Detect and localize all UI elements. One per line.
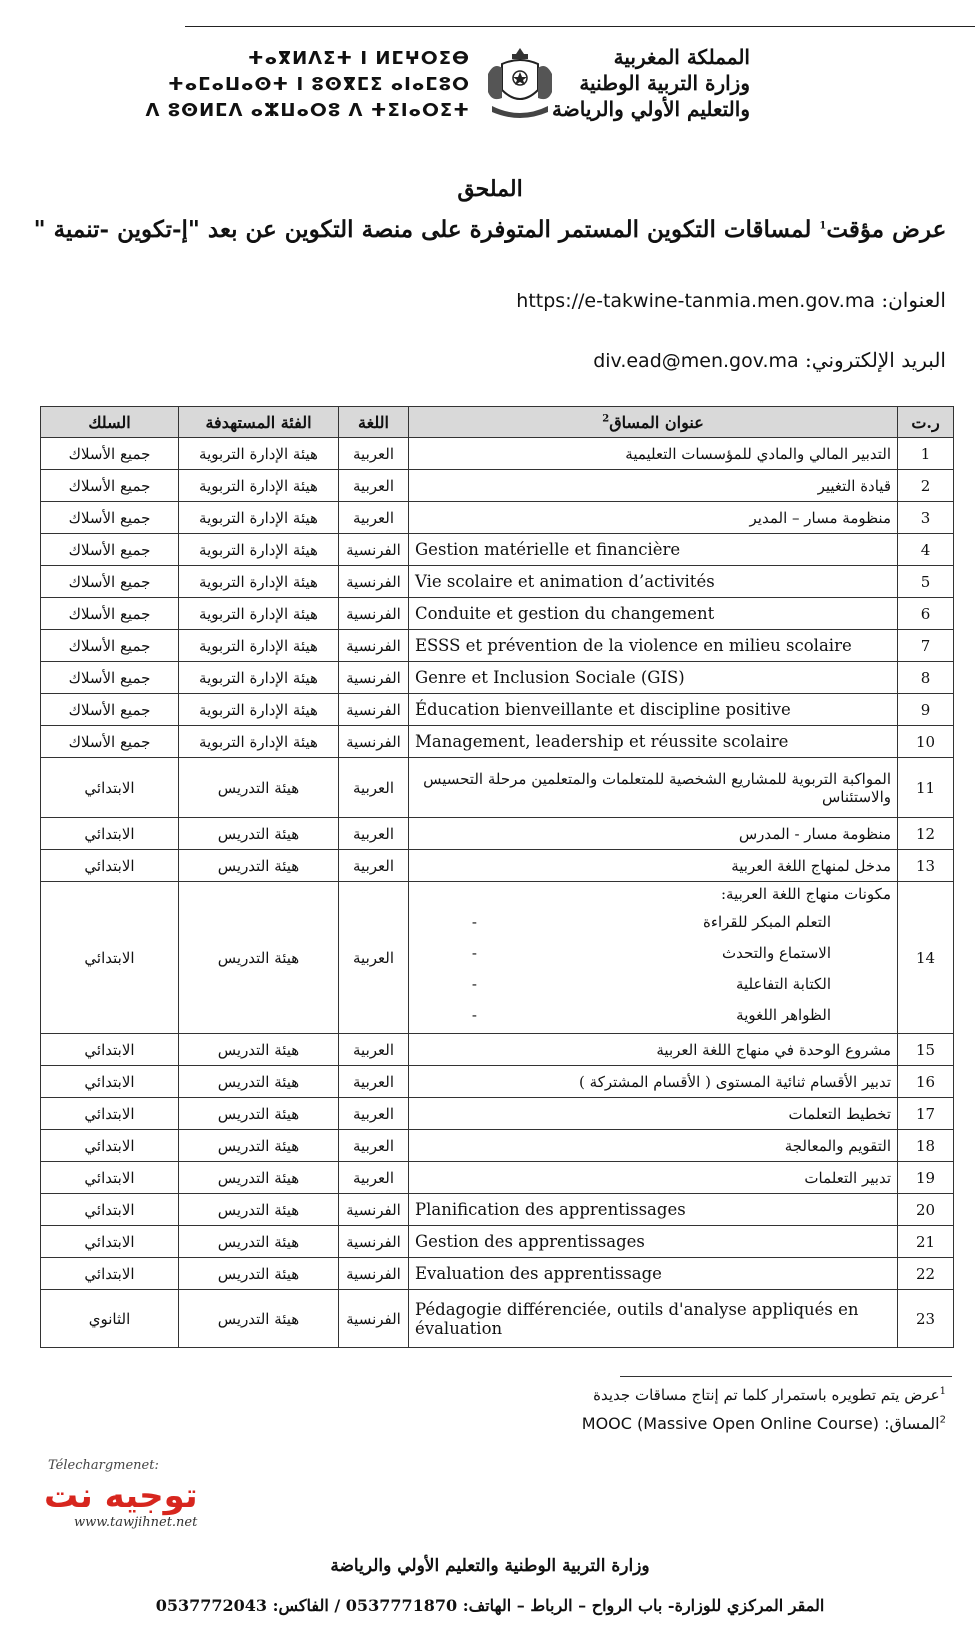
course-language: العربية <box>339 1098 409 1130</box>
row-number: 8 <box>898 662 954 694</box>
course-title: التدبير المالي والمادي للمؤسسات التعليمية <box>409 438 898 470</box>
footnote-1 <box>593 1386 946 1404</box>
course-title: منظومة مسار – المدير <box>409 502 898 534</box>
row-number: 6 <box>898 598 954 630</box>
school-cycle: جميع الأسلاك <box>41 566 179 598</box>
table-row <box>41 818 954 850</box>
school-cycle: الابتدائي <box>41 1098 179 1130</box>
courses-table <box>40 406 954 1348</box>
course-title: Pédagogie différenciée, outils d'analyse appliqués en évaluation <box>409 1290 898 1348</box>
target-group: هيئة الإدارة التربوية <box>179 566 339 598</box>
target-group: هيئة الإدارة التربوية <box>179 726 339 758</box>
course-title: Éducation bienveillante et discipline positive <box>409 694 898 726</box>
school-cycle: الابتدائي <box>41 1130 179 1162</box>
course-language: الفرنسية <box>339 1258 409 1290</box>
footnote-ref: 2 <box>602 413 610 425</box>
row-number: 21 <box>898 1226 954 1258</box>
school-cycle: جميع الأسلاك <box>41 534 179 566</box>
row-number: 5 <box>898 566 954 598</box>
school-cycle: الابتدائي <box>41 1034 179 1066</box>
course-language: العربية <box>339 1130 409 1162</box>
school-cycle: الابتدائي <box>41 1162 179 1194</box>
row-number: 14 <box>898 882 954 1034</box>
target-group: هيئة التدريس <box>179 1162 339 1194</box>
top-rule <box>185 26 975 27</box>
row-number: 20 <box>898 1194 954 1226</box>
footnote-rule <box>620 1376 952 1377</box>
watermark-logo: توجيه نت <box>44 1476 198 1516</box>
table-row <box>41 1258 954 1290</box>
course-language: الفرنسية <box>339 598 409 630</box>
row-number: 7 <box>898 630 954 662</box>
course-subitem: - الكتابة التفاعلية <box>415 969 831 1000</box>
table-row <box>41 662 954 694</box>
header-title <box>409 407 898 438</box>
course-language: الفرنسية <box>339 1290 409 1348</box>
course-language: العربية <box>339 502 409 534</box>
table-row <box>41 1194 954 1226</box>
course-language: العربية <box>339 850 409 882</box>
target-group: هيئة الإدارة التربوية <box>179 662 339 694</box>
row-number: 3 <box>898 502 954 534</box>
address-link[interactable]: https://e-takwine-tanmia.men.gov.ma <box>516 290 875 312</box>
table-row <box>41 694 954 726</box>
target-group: هيئة الإدارة التربوية <box>179 694 339 726</box>
table-row <box>41 850 954 882</box>
course-title: Evaluation des apprentissage <box>409 1258 898 1290</box>
course-title: Planification des apprentissages <box>409 1194 898 1226</box>
course-title: التقويم والمعالجة <box>409 1130 898 1162</box>
school-cycle: جميع الأسلاك <box>41 726 179 758</box>
table-row <box>41 726 954 758</box>
school-cycle: الابتدائي <box>41 818 179 850</box>
school-cycle: جميع الأسلاك <box>41 470 179 502</box>
row-number: 1 <box>898 438 954 470</box>
table-row <box>41 502 954 534</box>
target-group: هيئة الإدارة التربوية <box>179 470 339 502</box>
row-number: 9 <box>898 694 954 726</box>
school-cycle: جميع الأسلاك <box>41 502 179 534</box>
table-row <box>41 758 954 818</box>
table-row <box>41 630 954 662</box>
document-title <box>0 216 980 243</box>
row-number: 10 <box>898 726 954 758</box>
course-title-text: مكونات منهاج اللغة العربية: <box>721 884 891 903</box>
school-cycle: الابتدائي <box>41 758 179 818</box>
course-subitems <box>415 907 891 1031</box>
row-number: 22 <box>898 1258 954 1290</box>
ministry-header-arabic <box>552 44 750 122</box>
school-cycle: الابتدائي <box>41 1258 179 1290</box>
course-language: العربية <box>339 758 409 818</box>
target-group: هيئة التدريس <box>179 1130 339 1162</box>
target-group: هيئة التدريس <box>179 1226 339 1258</box>
table-row <box>41 1098 954 1130</box>
course-title: Vie scolaire et animation d’activités <box>409 566 898 598</box>
header-line: المملكة المغربية <box>613 45 750 69</box>
watermark-url[interactable]: www.tawjihnet.net <box>74 1515 198 1530</box>
target-group: هيئة التدريس <box>179 1194 339 1226</box>
footer-address: المقر المركزي للوزارة- باب الرواح – الرباط – الهاتف: 0537771870 / الفاكس: 0537772043 <box>155 1596 825 1615</box>
course-title: مشروع الوحدة في منهاج اللغة العربية <box>409 1034 898 1066</box>
table-row <box>41 1130 954 1162</box>
table-row <box>41 470 954 502</box>
table-row <box>41 1066 954 1098</box>
course-title: قيادة التغيير <box>409 470 898 502</box>
table-row <box>41 1162 954 1194</box>
target-group: هيئة التدريس <box>179 1066 339 1098</box>
course-language: الفرنسية <box>339 566 409 598</box>
course-language: العربية <box>339 1066 409 1098</box>
course-language: الفرنسية <box>339 534 409 566</box>
course-title: ESSS et prévention de la violence en milieu scolaire <box>409 630 898 662</box>
target-group: هيئة التدريس <box>179 1098 339 1130</box>
course-title: تدبير التعلمات <box>409 1162 898 1194</box>
footnote-2 <box>582 1414 946 1433</box>
course-title: Gestion des apprentissages <box>409 1226 898 1258</box>
title-part: عرض مؤقت <box>826 216 947 243</box>
header-line: ⵜⴰⵎⴰⵡⴰⵙⵜ ⵏ ⵓⵙⴳⵎⵉ ⴰⵏⴰⵎⵓⵔ <box>168 74 470 95</box>
target-group: هيئة التدريس <box>179 850 339 882</box>
target-group: هيئة الإدارة التربوية <box>179 438 339 470</box>
course-title: Management, leadership et réussite scolaire <box>409 726 898 758</box>
school-cycle: جميع الأسلاك <box>41 662 179 694</box>
footer-ministry: وزارة التربية الوطنية والتعليم الأولي والرياضة <box>330 1556 650 1576</box>
header-line: والتعليم الأولي والرياضة <box>552 97 750 121</box>
target-group: هيئة الإدارة التربوية <box>179 502 339 534</box>
row-number: 2 <box>898 470 954 502</box>
course-title: Genre et Inclusion Sociale (GIS) <box>409 662 898 694</box>
course-language: العربية <box>339 1034 409 1066</box>
course-language: الفرنسية <box>339 1226 409 1258</box>
course-language: العربية <box>339 470 409 502</box>
row-number: 23 <box>898 1290 954 1348</box>
table-row <box>41 882 954 1034</box>
table-row <box>41 598 954 630</box>
address-label: العنوان: <box>874 288 946 312</box>
row-number: 19 <box>898 1162 954 1194</box>
school-cycle: الثانوي <box>41 1290 179 1348</box>
header-line: ⵜⴰⴳⵍⴷⵉⵜ ⵏ ⵍⵎⵖⵔⵉⴱ <box>247 48 470 69</box>
row-number: 17 <box>898 1098 954 1130</box>
footnote-ref: 1 <box>819 220 827 232</box>
header-language: اللغة <box>339 407 409 438</box>
row-number: 4 <box>898 534 954 566</box>
footnote-mark: 2 <box>939 1414 946 1426</box>
school-cycle: الابتدائي <box>41 1226 179 1258</box>
course-title: تدبير الأقسام ثنائية المستوى ( الأقسام المشتركة ) <box>409 1066 898 1098</box>
table-row <box>41 438 954 470</box>
course-language: الفرنسية <box>339 630 409 662</box>
footnote-mark: 1 <box>939 1386 946 1397</box>
annex-title: الملحق <box>457 176 523 202</box>
header-target: الفئة المستهدفة <box>179 407 339 438</box>
course-title: Conduite et gestion du changement <box>409 598 898 630</box>
header-num: ر.ت <box>898 407 954 438</box>
course-language: الفرنسية <box>339 726 409 758</box>
target-group: هيئة التدريس <box>179 1034 339 1066</box>
email-label: البريد الإلكتروني: <box>798 348 946 372</box>
watermark-label: Télechargmenet: <box>48 1458 159 1473</box>
course-language: العربية <box>339 1162 409 1194</box>
course-title <box>409 882 898 1034</box>
target-group: هيئة التدريس <box>179 882 339 1034</box>
course-subitem: - التعلم المبكر للقراءة <box>415 907 831 938</box>
row-number: 15 <box>898 1034 954 1066</box>
email-line <box>593 348 946 372</box>
address-line <box>516 288 946 312</box>
table-row <box>41 1226 954 1258</box>
school-cycle: جميع الأسلاك <box>41 630 179 662</box>
course-language: العربية <box>339 438 409 470</box>
header-line: وزارة التربية الوطنية <box>579 71 750 95</box>
table-row <box>41 1290 954 1348</box>
course-language: العربية <box>339 882 409 1034</box>
table-row <box>41 566 954 598</box>
footnote-text: عرض يتم تطويره باستمرار كلما تم إنتاج مساقات جديدة <box>593 1386 940 1404</box>
table-row <box>41 1034 954 1066</box>
row-number: 16 <box>898 1066 954 1098</box>
school-cycle: الابتدائي <box>41 1194 179 1226</box>
course-title: منظومة مسار - المدرس <box>409 818 898 850</box>
course-subitem: - الاستماع والتحدث <box>415 938 831 969</box>
target-group: هيئة الإدارة التربوية <box>179 598 339 630</box>
target-group: هيئة التدريس <box>179 1258 339 1290</box>
course-language: الفرنسية <box>339 1194 409 1226</box>
title-part: لمساقات التكوين المستمر المتوفرة على منصة التكوين عن بعد "إ-تكوين -تنمية " <box>33 216 820 243</box>
school-cycle: جميع الأسلاك <box>41 598 179 630</box>
target-group: هيئة الإدارة التربوية <box>179 534 339 566</box>
course-language: الفرنسية <box>339 662 409 694</box>
email-link[interactable]: div.ead@men.gov.ma <box>593 350 799 372</box>
course-title: مدخل لمنهاج اللغة العربية <box>409 850 898 882</box>
target-group: هيئة التدريس <box>179 1290 339 1348</box>
header-cycle: السلك <box>41 407 179 438</box>
row-number: 18 <box>898 1130 954 1162</box>
school-cycle: جميع الأسلاك <box>41 694 179 726</box>
row-number: 13 <box>898 850 954 882</box>
course-title: المواكبة التربوية للمشاريع الشخصية للمتعلمات والمتعلمين مرحلة التحسيس والاستئناس <box>409 758 898 818</box>
row-number: 11 <box>898 758 954 818</box>
course-subitem: - الظواهر اللغوية <box>415 1000 831 1031</box>
school-cycle: الابتدائي <box>41 882 179 1034</box>
course-title: Gestion matérielle et financière <box>409 534 898 566</box>
target-group: هيئة التدريس <box>179 818 339 850</box>
course-language: الفرنسية <box>339 694 409 726</box>
course-language: العربية <box>339 818 409 850</box>
table-header-row <box>41 407 954 438</box>
ministry-header-tifinagh <box>145 46 470 124</box>
school-cycle: الابتدائي <box>41 850 179 882</box>
header-title-text: عنوان المساق <box>609 412 704 432</box>
target-group: هيئة الإدارة التربوية <box>179 630 339 662</box>
header-line: ⴷ ⵓⵙⵍⵎⴷ ⴰⵣⵡⴰⵔⵓ ⴷ ⵜⵉⵏⴰⵔⵉⵜ <box>145 100 470 121</box>
school-cycle: الابتدائي <box>41 1066 179 1098</box>
school-cycle: جميع الأسلاك <box>41 438 179 470</box>
moroccan-coat-of-arms-emblem <box>482 44 558 122</box>
footnote-text: المساق: MOOC (Massive Open Online Course) <box>581 1414 940 1433</box>
course-title: تخطيط التعلمات <box>409 1098 898 1130</box>
row-number: 12 <box>898 818 954 850</box>
table-row <box>41 534 954 566</box>
target-group: هيئة التدريس <box>179 758 339 818</box>
